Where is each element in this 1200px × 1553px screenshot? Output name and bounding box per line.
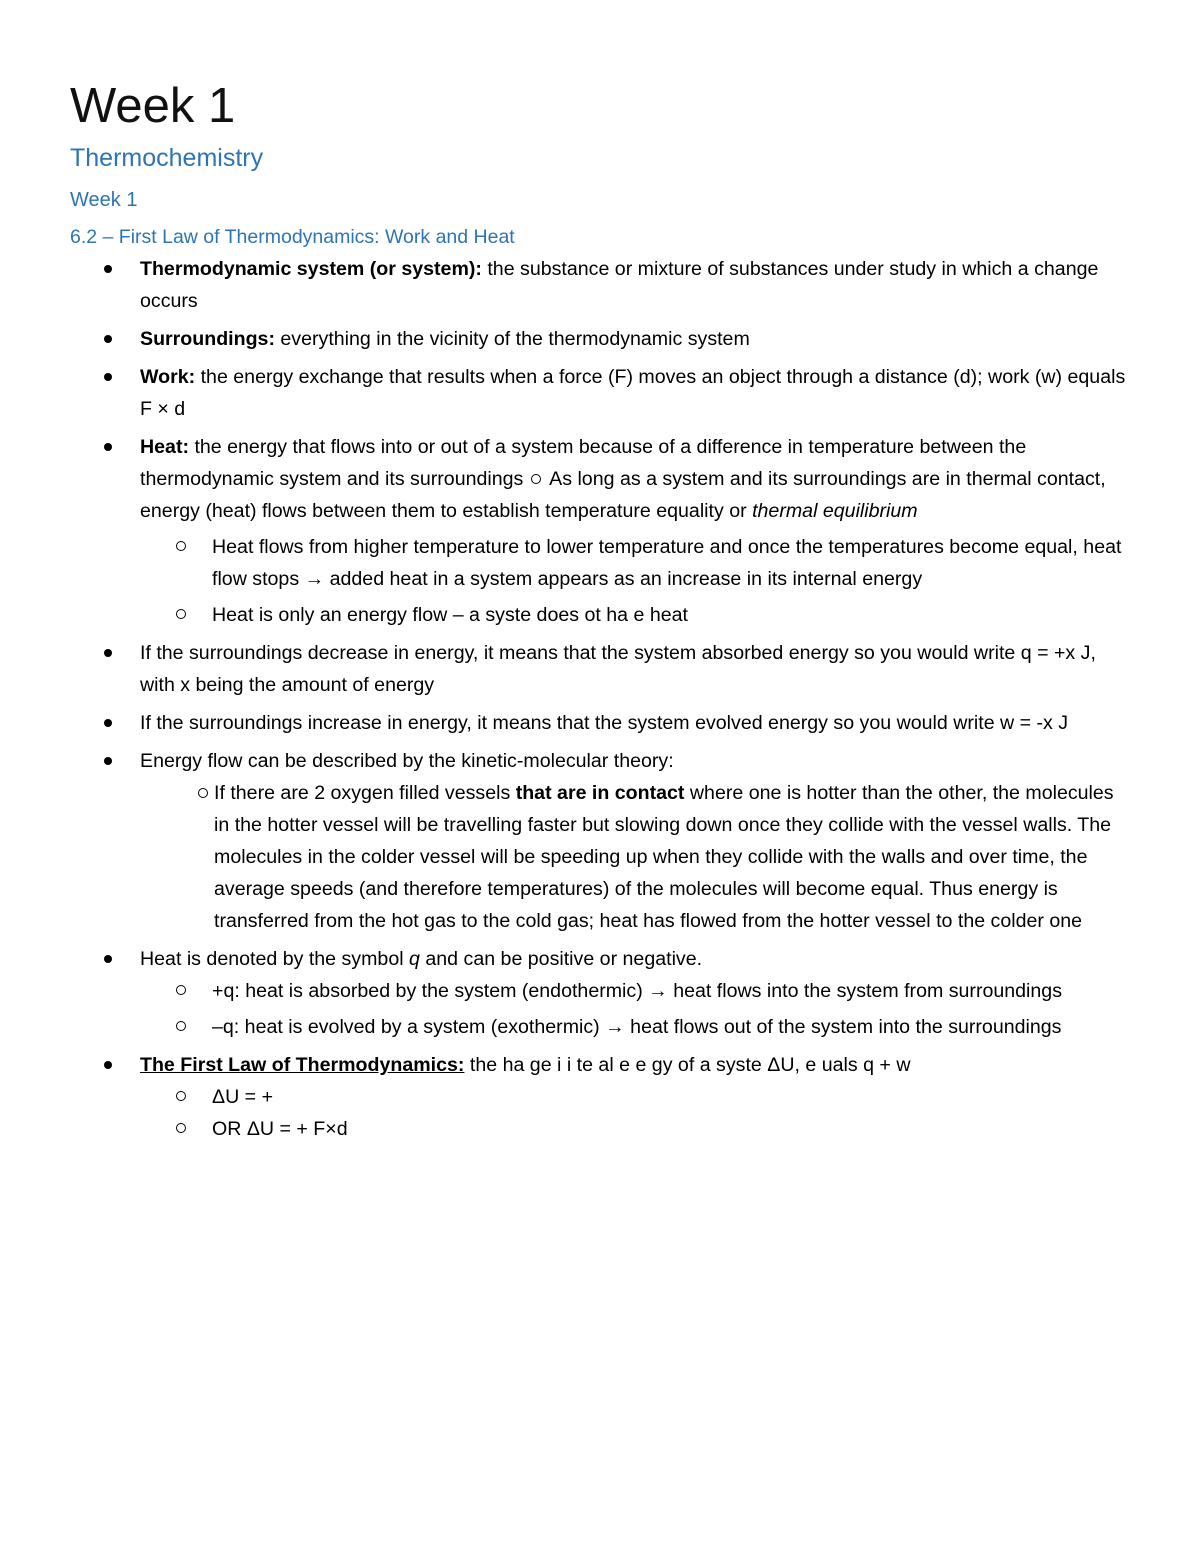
bullet-icon	[104, 649, 112, 657]
bullet-icon	[104, 757, 112, 765]
sub-list-item	[70, 531, 1130, 595]
heading-week: Week 1	[70, 189, 138, 211]
circle-bullet-icon	[176, 609, 186, 619]
sub-list-item	[70, 1113, 1130, 1145]
bold-phrase: that are in contact	[515, 782, 685, 804]
bullet-icon	[104, 1061, 112, 1069]
sub-item-text: OR ΔU = + F×d	[212, 1118, 348, 1140]
term-label: The First Law of Thermodynamics:	[140, 1054, 465, 1076]
sub-item-text: ΔU = +	[212, 1086, 274, 1108]
italic-term: thermal equilibrium	[752, 500, 918, 522]
list-item	[70, 323, 1130, 355]
sub-item-text: Heat flows from higher temperature to lower temperature and once the temperatures become equal, heat flow stops → added heat in a system appears as an increase in its internal energy	[212, 536, 1122, 590]
list-item	[70, 361, 1130, 425]
bullet-icon	[104, 955, 112, 963]
circle-bullet-icon	[176, 985, 186, 995]
list-item	[70, 943, 1130, 975]
bullet-icon	[104, 443, 112, 451]
bullet-icon	[104, 373, 112, 381]
sub-list-item	[70, 599, 1130, 631]
item-text: If the surroundings decrease in energy, it means that the system absorbed energy so you would write q = +x J, with x being the amount of energy	[140, 642, 1096, 696]
sub-item-text: Heat is only an energy flow – a syste does ot ha e heat	[212, 604, 688, 626]
list-item	[70, 637, 1130, 701]
term-label: Surroundings:	[140, 328, 275, 350]
definition-text: everything in the vicinity of the thermodynamic system	[274, 328, 750, 350]
sub-item-text: If there are 2 oxygen filled vessels	[214, 782, 516, 804]
item-text-continued: and can be positive or negative.	[419, 948, 703, 970]
italic-symbol: q	[409, 948, 420, 970]
list-item	[70, 1049, 1130, 1081]
item-text: Energy flow can be described by the kinetic-molecular theory:	[140, 750, 674, 772]
definition-text-continued: As long as a system and its surroundings are in thermal contact, energy (heat) flows between them to establish temperature equality or	[140, 468, 1106, 522]
term-label: Thermodynamic system (or system):	[140, 258, 482, 280]
item-text: Heat is denoted by the symbol	[140, 948, 410, 970]
list-item	[70, 707, 1130, 739]
definition-text: the substance or mixture of substances under study in which a change occurs	[140, 258, 1099, 312]
heading-thermochemistry: Thermochemistry	[70, 144, 264, 172]
circle-bullet-icon	[176, 541, 186, 551]
sub-item-text: +q: heat is absorbed by the system (endothermic) → heat flows into the system from surroundings	[212, 980, 1063, 1002]
sub-list-item	[70, 777, 1130, 937]
sub-list-item	[70, 1081, 1130, 1113]
list-item	[70, 745, 1130, 777]
notes-list	[70, 253, 1130, 1145]
sub-item-paragraph	[198, 777, 1130, 937]
page-title: Week 1	[70, 79, 236, 133]
heading-section: 6.2 – First Law of Thermodynamics: Work and Heat	[70, 226, 515, 248]
circle-bullet-icon	[531, 474, 541, 484]
term-label: Heat:	[140, 436, 189, 458]
definition-text: the energy that flows into or out of a system because of a difference in temperature between the thermodynamic system and its surroundings	[140, 436, 1027, 490]
list-item	[70, 431, 1130, 527]
circle-bullet-icon	[176, 1021, 186, 1031]
circle-bullet-icon	[198, 788, 208, 798]
circle-bullet-icon	[176, 1123, 186, 1133]
definition-text: the energy exchange that results when a force (F) moves an object through a distance (d); work (w) equals F × d	[140, 366, 1126, 420]
item-text: If the surroundings increase in energy, it means that the system evolved energy so you would write w = -x J	[140, 712, 1069, 734]
sub-item-text: –q: heat is evolved by a system (exothermic) → heat flows out of the system into the surroundings	[212, 1016, 1062, 1038]
bullet-icon	[104, 335, 112, 343]
sub-item-text-continued: where one is hotter than the other, the molecules in the hotter vessel will be travelling faster but slowing down once they collide with the vessel walls. The molecules in the colder vessel will be speeding up when they collide with the walls and over time, the average speeds (and therefore temperatures) of the molecules will become equal. Thus energy is transferred from the hot gas to the cold gas; heat has flowed from the hotter vessel to the colder one	[214, 782, 1114, 932]
sub-list-item	[70, 1011, 1130, 1043]
term-label: Work:	[140, 366, 196, 388]
circle-bullet-icon	[176, 1091, 186, 1101]
list-item	[70, 253, 1130, 317]
bullet-icon	[104, 265, 112, 273]
definition-text: the ha ge i i te al e e gy of a syste ΔU, e uals q + w	[464, 1054, 911, 1076]
sub-list-item	[70, 975, 1130, 1007]
bullet-icon	[104, 719, 112, 727]
